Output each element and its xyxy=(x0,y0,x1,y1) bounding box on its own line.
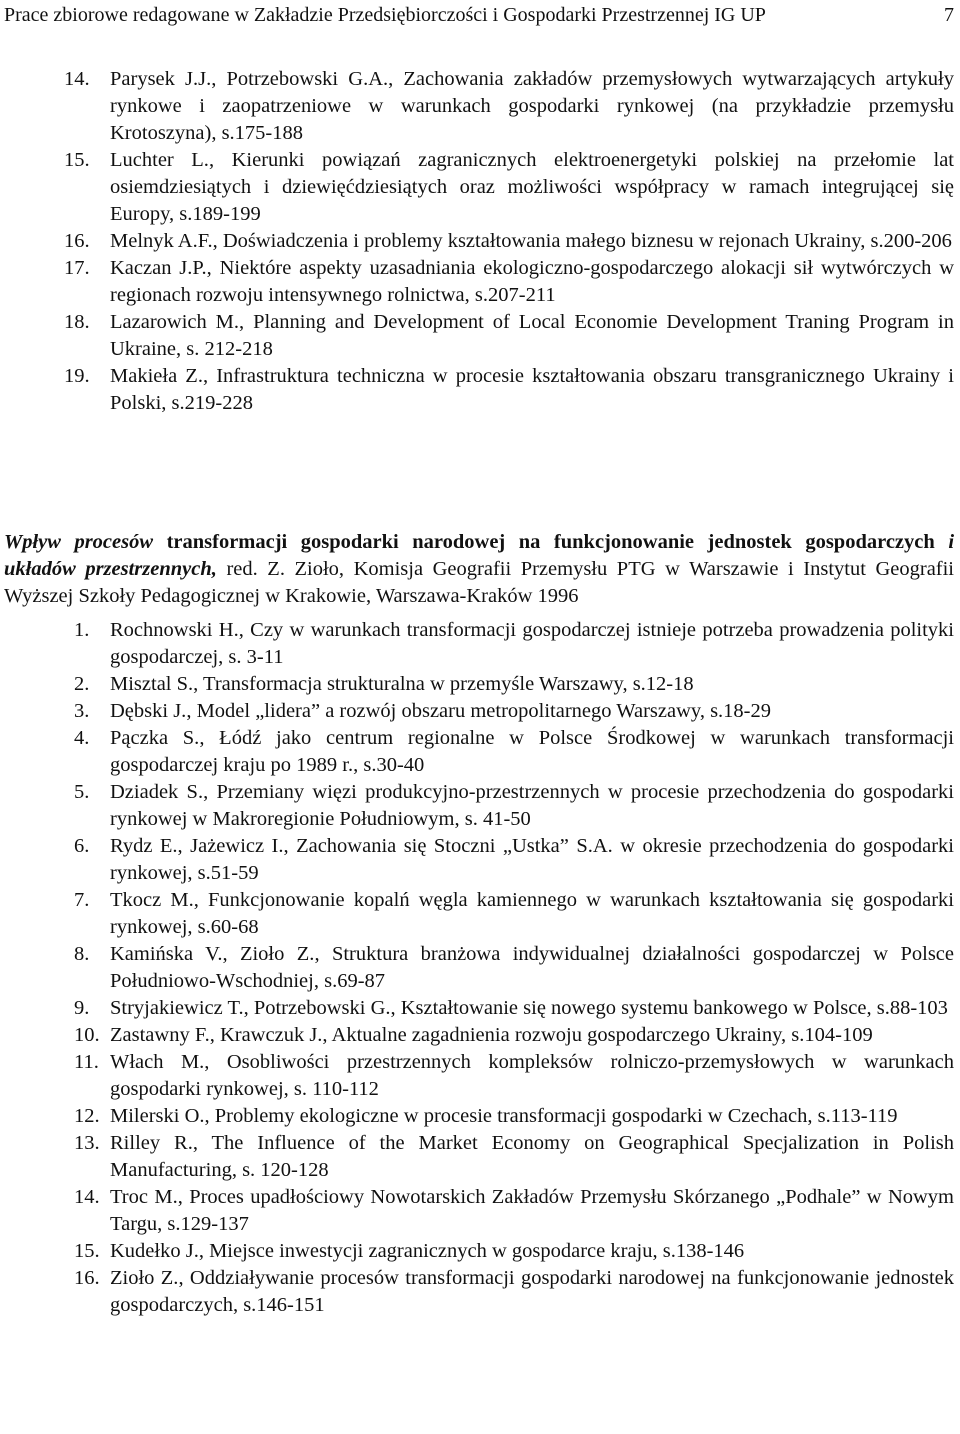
item-text: , The Influence of the Market Economy on Geographical Specjalization in Polish Manufacturing, s. 120-128 xyxy=(110,1132,954,1181)
item-text: , Model „lidera” a rozwój obszaru metropolitarnego Warszawy, s.18-29 xyxy=(186,700,771,722)
item-author: Zastawny F., Krawczuk J. xyxy=(110,1024,323,1046)
item-author: Misztal S. xyxy=(110,673,194,695)
item-number: 15. xyxy=(74,1240,100,1262)
item-number: 17. xyxy=(64,257,90,279)
item-text: , Czy w warunkach transformacji gospodarczej istnieje potrzeba prowadzenia polityki gospodarczej, s. 3-11 xyxy=(110,619,954,668)
item-author: Rilley R. xyxy=(110,1132,193,1154)
item-author: Tkocz M. xyxy=(110,889,194,911)
list-item xyxy=(74,1049,954,1103)
item-author: Rydz E., Jażewicz I. xyxy=(110,835,284,857)
item-text: , Aktualne zagadnienia rozwoju gospodarczego Ukrainy, s.104-109 xyxy=(322,1024,873,1046)
item-number: 2. xyxy=(74,673,90,695)
item-author: Lazarowich M. xyxy=(110,311,240,333)
item-text: , Kierunki powiązań zagranicznych elektroenergetyki polskiej na przełomie lat osiemdziesiątych i dziewięćdziesiątych oraz możliwości współpracy w ramach integrującej się Europy, s.189-199 xyxy=(110,149,954,225)
source-title-italic: Wpływ procesów xyxy=(4,530,154,553)
list-item xyxy=(64,228,954,255)
item-number: 13. xyxy=(74,1132,100,1154)
list-item xyxy=(74,1103,954,1130)
item-author: Kamińska V., Zioło Z. xyxy=(110,943,315,965)
item-author: Dziadek S. xyxy=(110,781,204,803)
list-item xyxy=(74,1022,954,1049)
item-text: , Infrastruktura techniczna w procesie kształtowania obszaru transgranicznego Ukrainy i Polski, s.219-228 xyxy=(110,365,954,414)
item-text: , Zachowania zakładów przemysłowych wytwarzających artykuły rynkowe i zaopatrzeniowe w warunkach gospodarki rynkowej (na przykładzie przemysłu Krotoszyna), s.175-188 xyxy=(110,68,954,144)
item-author: Kudełko J. xyxy=(110,1240,199,1262)
list-item xyxy=(74,725,954,779)
item-number: 4. xyxy=(74,727,90,749)
source-title-bold: transformacji gospodarki narodowej na funkcjonowanie jednostek gospodarczych xyxy=(166,530,935,553)
list-item xyxy=(64,255,954,309)
item-number: 16. xyxy=(64,230,90,252)
item-number: 8. xyxy=(74,943,90,965)
item-number: 7. xyxy=(74,889,90,911)
item-text: , Oddziaływanie procesów transformacji gospodarki narodowej na funkcjonowanie jednostek gospodarczych, s.146-151 xyxy=(110,1267,955,1316)
list-item xyxy=(74,671,954,698)
item-text: , Transformacja strukturalna w przemyśle Warszawy, s.12-18 xyxy=(193,673,694,695)
item-text: , Planning and Development of Local Economie Development Traning Program in Ukraine, s. 212-218 xyxy=(110,311,954,360)
item-text: , Funkcjonowanie kopalń węgla kamiennego w warunkach kształtowania się gospodarki rynkowej, s.60-68 xyxy=(110,889,954,938)
list-item xyxy=(74,1265,954,1319)
item-author: Parysek J.J., Potrzebowski G.A. xyxy=(110,68,389,90)
item-number: 6. xyxy=(74,835,90,857)
source-details: red. Z. Zioło, Komisja Geografii Przemysłu PTG w Warszawie i Instytut Geografii Wyższej Szkoły Pedagogicznej w Krakowie, Warszawa-Kraków 1996 xyxy=(4,557,955,607)
item-text: , Problemy ekologiczne w procesie transformacji gospodarki w Czechach, s.113-119 xyxy=(204,1105,898,1127)
item-number: 16. xyxy=(74,1267,100,1289)
item-number: 9. xyxy=(74,997,90,1019)
item-text: , Osobliwości przestrzennych kompleksów rolniczo-przemysłowych w warunkach gospodarki rynkowej, s. 110-112 xyxy=(110,1051,954,1100)
item-author: Kaczan J.P. xyxy=(110,257,207,279)
list-item xyxy=(64,363,954,417)
list-item xyxy=(74,887,954,941)
item-text: , Niektóre aspekty uzasadniania ekologiczno-gospodarczego alokacji sił wytwórczych w regionach rozwoju intensywnego rolnictwa, s.207-211 xyxy=(110,257,955,306)
item-number: 12. xyxy=(74,1105,100,1127)
item-number: 11. xyxy=(74,1051,99,1073)
item-author: Rochnowski H. xyxy=(110,619,239,641)
item-author: Włach M. xyxy=(110,1051,205,1073)
header-title: Prace zbiorowe redagowane w Zakładzie Przedsiębiorczości i Gospodarki Przestrzennej IG UP xyxy=(4,4,766,26)
source-citation xyxy=(4,529,954,610)
list-item xyxy=(74,1130,954,1184)
item-number: 15. xyxy=(64,149,90,171)
item-number: 19. xyxy=(64,365,90,387)
item-text: , Zachowania się Stoczni „Ustka” S.A. w okresie przechodzenia do gospodarki rynkowej, s.51-59 xyxy=(110,835,954,884)
page-number: 7 xyxy=(944,4,954,26)
item-text: , Łódź jako centrum regionalne w Polsce Środkowej w warunkach transformacji gospodarczej kraju po 1989 r., s.30-40 xyxy=(110,727,954,776)
list-item xyxy=(74,1238,954,1265)
list-item xyxy=(74,1184,954,1238)
list-item xyxy=(74,995,954,1022)
item-text: , Proces upadłościowy Nowotarskich Zakładów Przemysłu Skórzanego „Podhale” w Nowym Targu, s.129-137 xyxy=(110,1186,954,1235)
item-number: 1. xyxy=(74,619,90,641)
list-item xyxy=(74,833,954,887)
list-item xyxy=(74,617,954,671)
list-item xyxy=(64,309,954,363)
item-number: 5. xyxy=(74,781,90,803)
bibliography-list-1 xyxy=(64,66,954,417)
item-author: Troc M. xyxy=(110,1186,178,1208)
item-number: 3. xyxy=(74,700,90,722)
running-header xyxy=(4,4,954,34)
item-number: 14. xyxy=(74,1186,100,1208)
item-author: Milerski O. xyxy=(110,1105,205,1127)
list-item xyxy=(74,779,954,833)
list-item xyxy=(74,941,954,995)
list-item xyxy=(74,698,954,725)
item-author: Makieła Z. xyxy=(110,365,203,387)
item-author: Dębski J. xyxy=(110,700,187,722)
item-text: , Struktura branżowa indywidualnej działalności gospodarczej w Polsce Południowo-Wschodniej, s.69-87 xyxy=(110,943,954,992)
item-author: Melnyk A.F. xyxy=(110,230,213,252)
source-title-italic-2: i układów przestrzennych, xyxy=(4,530,955,580)
item-author: Zioło Z. xyxy=(110,1267,179,1289)
bibliography-list-2 xyxy=(74,617,954,1319)
item-author: Pączka S. xyxy=(110,727,200,749)
item-text: , Przemiany więzi produkcyjno-przestrzennych w procesie przechodzenia do gospodarki rynkowej w Makroregionie Południowym, s. 41-50 xyxy=(110,781,954,830)
item-author: Luchter L. xyxy=(110,149,209,171)
item-text: , Doświadczenia i problemy kształtowania małego biznesu w rejonach Ukrainy, s.200-206 xyxy=(212,230,952,252)
item-number: 18. xyxy=(64,311,90,333)
item-text: , Kształtowanie się nowego systemu bankowego w Polsce, s.88-103 xyxy=(390,997,948,1019)
item-text: , Miejsce inwestycji zagranicznych w gospodarce kraju, s.138-146 xyxy=(198,1240,745,1262)
list-item xyxy=(64,147,954,228)
list-item xyxy=(64,66,954,147)
item-author: Stryjakiewicz T., Potrzebowski G. xyxy=(110,997,391,1019)
item-number: 10. xyxy=(74,1024,100,1046)
item-number: 14. xyxy=(64,68,90,90)
